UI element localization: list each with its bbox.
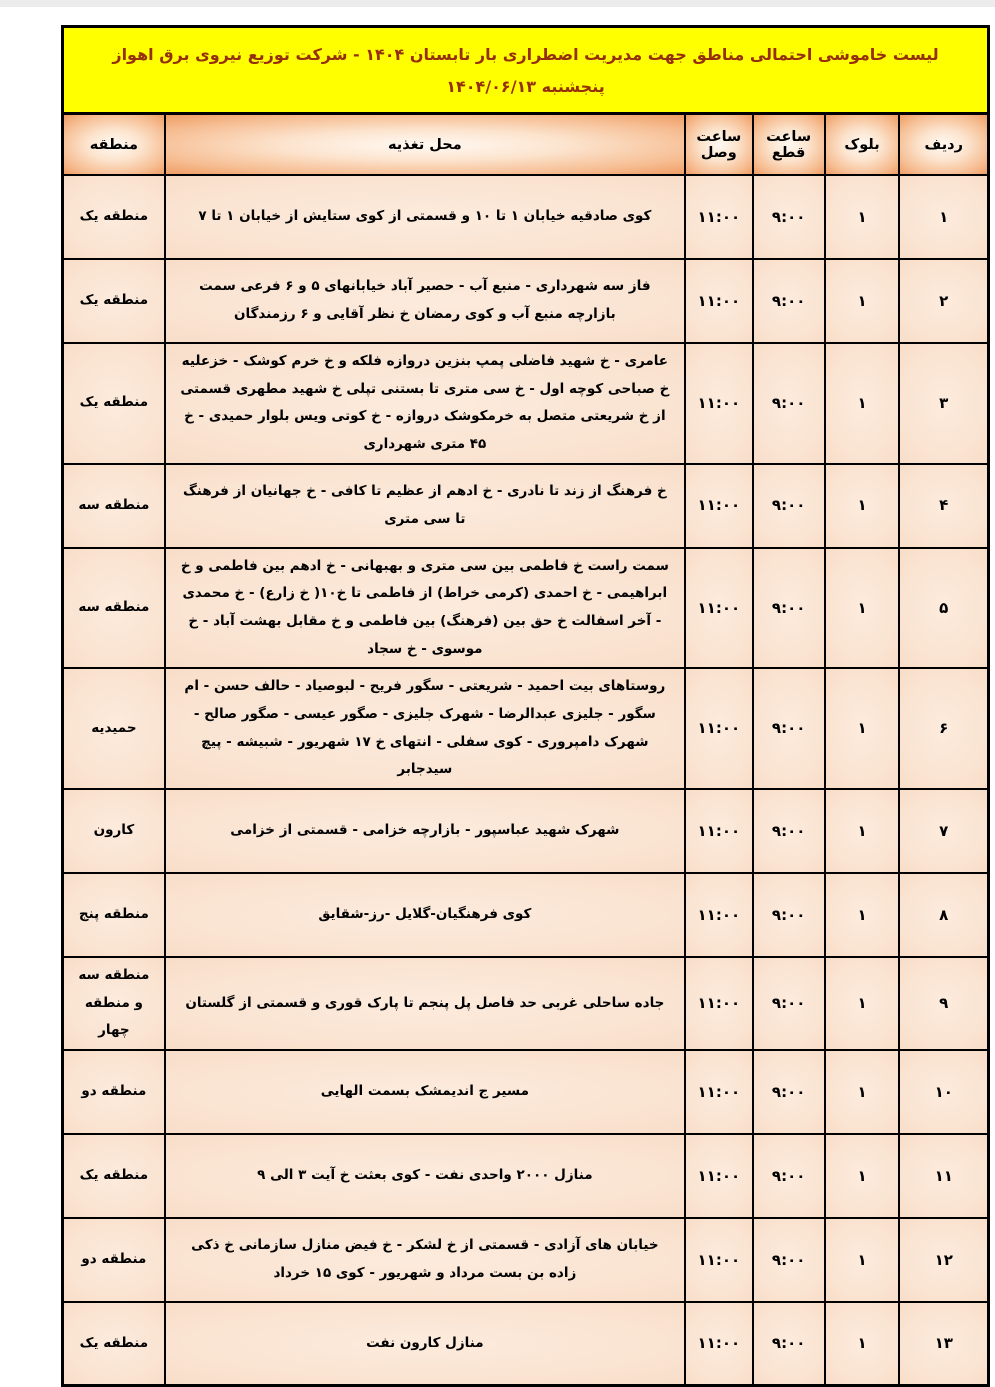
cell-region: منطقه سه: [63, 464, 165, 548]
cell-cut-time: ۹:۰۰: [753, 548, 825, 669]
document-title-line1: لیست خاموشی احتمالی مناطق جهت مدیریت اضطراری بار تابستان ۱۴۰۴ - شرکت توزیع نیروی برق اهواز: [112, 45, 939, 64]
table-row: [63, 464, 989, 548]
cell-region: منطقه دو: [63, 1050, 165, 1134]
table-row: [63, 668, 989, 789]
cell-row-number: ۱۲: [899, 1218, 988, 1302]
cell-row-number: ۱۳: [899, 1302, 988, 1386]
outage-document: [61, 25, 990, 1387]
cell-cut-time: ۹:۰۰: [753, 464, 825, 548]
cell-feed-location: منازل ۲۰۰۰ واحدی نفت - کوی بعثت خ آیت ۳ الی ۹: [165, 1134, 685, 1218]
cell-row-number: ۳: [899, 343, 988, 464]
cell-region: کارون: [63, 789, 165, 873]
col-header-region: منطقه: [63, 114, 165, 175]
table-row: [63, 259, 989, 343]
cell-region: منطقه یک: [63, 175, 165, 259]
cell-reconnect-time: ۱۱:۰۰: [685, 343, 753, 464]
col-header-row-number: ردیف: [899, 114, 988, 175]
table-row: [63, 873, 989, 957]
cell-cut-time: ۹:۰۰: [753, 1302, 825, 1386]
cell-reconnect-time: ۱۱:۰۰: [685, 1218, 753, 1302]
table-row: [63, 1218, 989, 1302]
cell-cut-time: ۹:۰۰: [753, 873, 825, 957]
cell-region: منطقه یک: [63, 1134, 165, 1218]
table-row: [63, 175, 989, 259]
cell-reconnect-time: ۱۱:۰۰: [685, 464, 753, 548]
cell-block: ۱: [825, 1218, 900, 1302]
cell-row-number: ۷: [899, 789, 988, 873]
cell-row-number: ۱۰: [899, 1050, 988, 1134]
cell-block: ۱: [825, 1050, 900, 1134]
col-header-cut-time: ساعت قطع: [753, 114, 825, 175]
cell-region: منطقه یک: [63, 343, 165, 464]
cell-reconnect-time: ۱۱:۰۰: [685, 259, 753, 343]
cell-feed-location: عامری - خ شهید فاضلی پمپ بنزین دروازه فلکه و خ خرم کوشک - خزعلیه خ صباحی کوچه اول - خ سی متری تا بستنی تپلی خ شهید مطهری قسمتی از خ شریعتی متصل به خرمکوشک دروازه - خ کوتی ویس بلوار حمیدی - خ ۴۵ متری شهرداری: [165, 343, 685, 464]
table-row: [63, 957, 989, 1050]
cell-cut-time: ۹:۰۰: [753, 259, 825, 343]
col-header-feed-location: محل تغذیه: [165, 114, 685, 175]
cell-block: ۱: [825, 957, 900, 1050]
cell-reconnect-time: ۱۱:۰۰: [685, 1302, 753, 1386]
cell-region: حمیدیه: [63, 668, 165, 789]
cell-region: منطقه سه: [63, 548, 165, 669]
cell-reconnect-time: ۱۱:۰۰: [685, 175, 753, 259]
cell-feed-location: روستاهای بیت احمید - شریعتی - سگور فریح - لبوصیاد - حالف حسن - ام سگور - جلیزی عبدالرضا - شهرک جلیزی - صگور عیسی - صگور صالح - شهرک دامپروری - کوی سفلی - انتهای خ ۱۷ شهریور - شبیشه - پیچ سیدجابر: [165, 668, 685, 789]
cell-feed-location: مسیر ج اندیمشک بسمت الهایی: [165, 1050, 685, 1134]
table-body: [63, 175, 989, 1386]
cell-cut-time: ۹:۰۰: [753, 668, 825, 789]
cell-cut-time: ۹:۰۰: [753, 1134, 825, 1218]
col-header-block: بلوک: [825, 114, 900, 175]
cell-cut-time: ۹:۰۰: [753, 1050, 825, 1134]
table-row: [63, 1302, 989, 1386]
cell-feed-location: خ فرهنگ از زند تا نادری - خ ادهم از عظیم تا کافی - خ جهانیان از فرهنگ تا سی متری: [165, 464, 685, 548]
cell-row-number: ۶: [899, 668, 988, 789]
document-title-banner: [61, 25, 990, 112]
cell-feed-location: شهرک شهید عباسپور - بازارچه خزامی - قسمتی از خزامی: [165, 789, 685, 873]
cell-feed-location: فاز سه شهرداری - منبع آب - حصیر آباد خیابانهای ۵ و ۶ فرعی سمت بازارچه منبع آب و کوی رمضان خ نظر آقایی و ۶ رزمندگان: [165, 259, 685, 343]
col-header-reconnect-time: ساعت وصل: [685, 114, 753, 175]
cell-block: ۱: [825, 789, 900, 873]
cell-region: منطقه پنج: [63, 873, 165, 957]
cell-block: ۱: [825, 873, 900, 957]
cell-reconnect-time: ۱۱:۰۰: [685, 548, 753, 669]
cell-reconnect-time: ۱۱:۰۰: [685, 873, 753, 957]
cell-feed-location: سمت راست خ فاطمی بین سی متری و بهبهانی - خ ادهم بین فاطمی و خ ابراهیمی - خ احمدی (کرمی خراط) از فاطمی تا خ۱۰( خ زارع) - خ محمدی - آخر اسفالت خ حق بین (فرهنگ) بین فاطمی و خ مقابل بهشت آباد - خ موسوی - خ سجاد: [165, 548, 685, 669]
cell-row-number: ۴: [899, 464, 988, 548]
cell-block: ۱: [825, 464, 900, 548]
cell-reconnect-time: ۱۱:۰۰: [685, 957, 753, 1050]
cell-cut-time: ۹:۰۰: [753, 789, 825, 873]
cell-cut-time: ۹:۰۰: [753, 175, 825, 259]
cell-feed-location: جاده ساحلی غربی حد فاصل پل پنجم تا پارک قوری و قسمتی از گلستان: [165, 957, 685, 1050]
cell-region: منطقه یک: [63, 1302, 165, 1386]
cell-row-number: ۸: [899, 873, 988, 957]
cell-cut-time: ۹:۰۰: [753, 1218, 825, 1302]
cell-feed-location: کوی صادقیه خیابان ۱ تا ۱۰ و قسمتی از کوی ستایش از خیابان ۱ تا ۷: [165, 175, 685, 259]
scan-edge-shadow: [0, 0, 995, 7]
cell-cut-time: ۹:۰۰: [753, 343, 825, 464]
cell-block: ۱: [825, 259, 900, 343]
cell-feed-location: کوی فرهنگیان-گلایل -رز-شقایق: [165, 873, 685, 957]
cell-row-number: ۹: [899, 957, 988, 1050]
cell-row-number: ۱۱: [899, 1134, 988, 1218]
cell-region: منطقه سه و منطقه چهار: [63, 957, 165, 1050]
cell-block: ۱: [825, 343, 900, 464]
cell-block: ۱: [825, 1302, 900, 1386]
cell-row-number: ۵: [899, 548, 988, 669]
table-row: [63, 1134, 989, 1218]
cell-row-number: ۱: [899, 175, 988, 259]
document-date-line: پنجشنبه ۱۴۰۴/۰۶/۱۳: [446, 77, 605, 96]
cell-cut-time: ۹:۰۰: [753, 957, 825, 1050]
cell-reconnect-time: ۱۱:۰۰: [685, 1134, 753, 1218]
cell-reconnect-time: ۱۱:۰۰: [685, 1050, 753, 1134]
cell-reconnect-time: ۱۱:۰۰: [685, 789, 753, 873]
outage-table: [61, 112, 990, 1387]
cell-block: ۱: [825, 668, 900, 789]
table-row: [63, 1050, 989, 1134]
cell-region: منطقه دو: [63, 1218, 165, 1302]
table-row: [63, 789, 989, 873]
table-row: [63, 343, 989, 464]
cell-feed-location: خیابان های آزادی - قسمتی از خ لشکر - خ فیض منازل سازمانی خ ذکی زاده بن بست مرداد و شهریور - کوی ۱۵ خرداد: [165, 1218, 685, 1302]
cell-block: ۱: [825, 175, 900, 259]
cell-block: ۱: [825, 548, 900, 669]
table-row: [63, 548, 989, 669]
cell-reconnect-time: ۱۱:۰۰: [685, 668, 753, 789]
cell-block: ۱: [825, 1134, 900, 1218]
cell-region: منطقه یک: [63, 259, 165, 343]
cell-feed-location: منازل کارون نفت: [165, 1302, 685, 1386]
table-header-row: [63, 114, 989, 175]
cell-row-number: ۲: [899, 259, 988, 343]
